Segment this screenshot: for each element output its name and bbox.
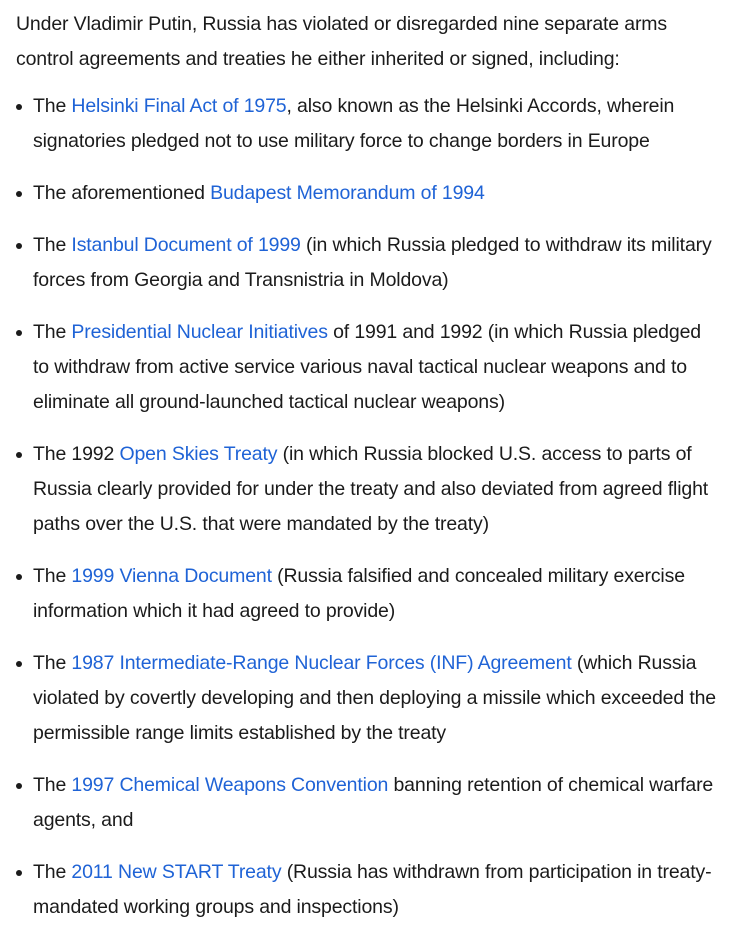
link-vienna-document[interactable]: 1999 Vienna Document bbox=[71, 565, 272, 587]
list-item bbox=[16, 437, 722, 542]
bullet-icon bbox=[16, 243, 22, 249]
link-chemical-weapons-convention[interactable]: 1997 Chemical Weapons Convention bbox=[71, 774, 389, 796]
item-text-after: (in which Russia blocked U.S. access to parts of Russia clearly provided for under the treaty and also deviated from agreed flight paths over the U.S. that were mandated by the treaty) bbox=[33, 443, 709, 535]
item-text-before: The bbox=[33, 774, 72, 796]
link-istanbul-document[interactable]: Istanbul Document of 1999 bbox=[71, 234, 301, 256]
list-item bbox=[16, 646, 722, 751]
item-text-after: (in which Russia pledged to withdraw its military forces from Georgia and Transnistria in Moldova) bbox=[33, 234, 712, 291]
item-text-before: The bbox=[33, 95, 72, 117]
link-new-start-treaty[interactable]: 2011 New START Treaty bbox=[71, 861, 282, 883]
intro-paragraph: Under Vladimir Putin, Russia has violated or disregarded nine separate arms control agreements and treaties he either inherited or signed, including: bbox=[16, 13, 667, 70]
bullet-icon bbox=[16, 452, 22, 458]
bullet-icon bbox=[16, 661, 22, 667]
treaty-list bbox=[16, 89, 722, 925]
item-text-after: , also known as the Helsinki Accords, wherein signatories pledged not to use military force to change borders in Europe bbox=[33, 95, 675, 152]
list-item bbox=[16, 315, 722, 420]
link-open-skies-treaty[interactable]: Open Skies Treaty bbox=[119, 443, 278, 465]
item-text-after: banning retention of chemical warfare agents, and bbox=[33, 774, 714, 831]
item-text-before: The bbox=[33, 565, 72, 587]
item-text-before: The bbox=[33, 861, 72, 883]
list-item bbox=[16, 855, 722, 925]
list-item bbox=[16, 176, 722, 211]
item-text-after: (Russia falsified and concealed military exercise information which it had agreed to provide) bbox=[33, 565, 685, 622]
item-text-after: of 1991 and 1992 (in which Russia pledged to withdraw from active service various naval tactical nuclear weapons and to eliminate all ground-launched tactical nuclear weapons) bbox=[33, 321, 701, 413]
bullet-icon bbox=[16, 574, 22, 580]
bullet-icon bbox=[16, 783, 22, 789]
link-budapest-memorandum[interactable]: Budapest Memorandum of 1994 bbox=[210, 182, 485, 204]
link-inf-agreement[interactable]: 1987 Intermediate-Range Nuclear Forces (INF) Agreement bbox=[71, 652, 572, 674]
list-item bbox=[16, 559, 722, 629]
link-presidential-nuclear-initiatives[interactable]: Presidential Nuclear Initiatives bbox=[71, 321, 328, 343]
bullet-icon bbox=[16, 191, 22, 197]
item-text-before: The bbox=[33, 234, 72, 256]
link-helsinki-final-act[interactable]: Helsinki Final Act of 1975 bbox=[71, 95, 287, 117]
item-text-before: The bbox=[33, 652, 72, 674]
item-text-before: The aforementioned bbox=[33, 182, 211, 204]
list-item bbox=[16, 768, 722, 838]
bullet-icon bbox=[16, 330, 22, 336]
item-text-before: The bbox=[33, 321, 72, 343]
list-item bbox=[16, 89, 722, 159]
list-item bbox=[16, 228, 722, 298]
item-text-after: (Russia has withdrawn from participation in treaty-mandated working groups and inspections) bbox=[33, 861, 712, 918]
bullet-icon bbox=[16, 870, 22, 876]
bullet-icon bbox=[16, 104, 22, 110]
item-text-before: The 1992 bbox=[33, 443, 120, 465]
item-text-after: (which Russia violated by covertly developing and then deploying a missile which exceeded the permissible range limits established by the treaty bbox=[33, 652, 716, 744]
